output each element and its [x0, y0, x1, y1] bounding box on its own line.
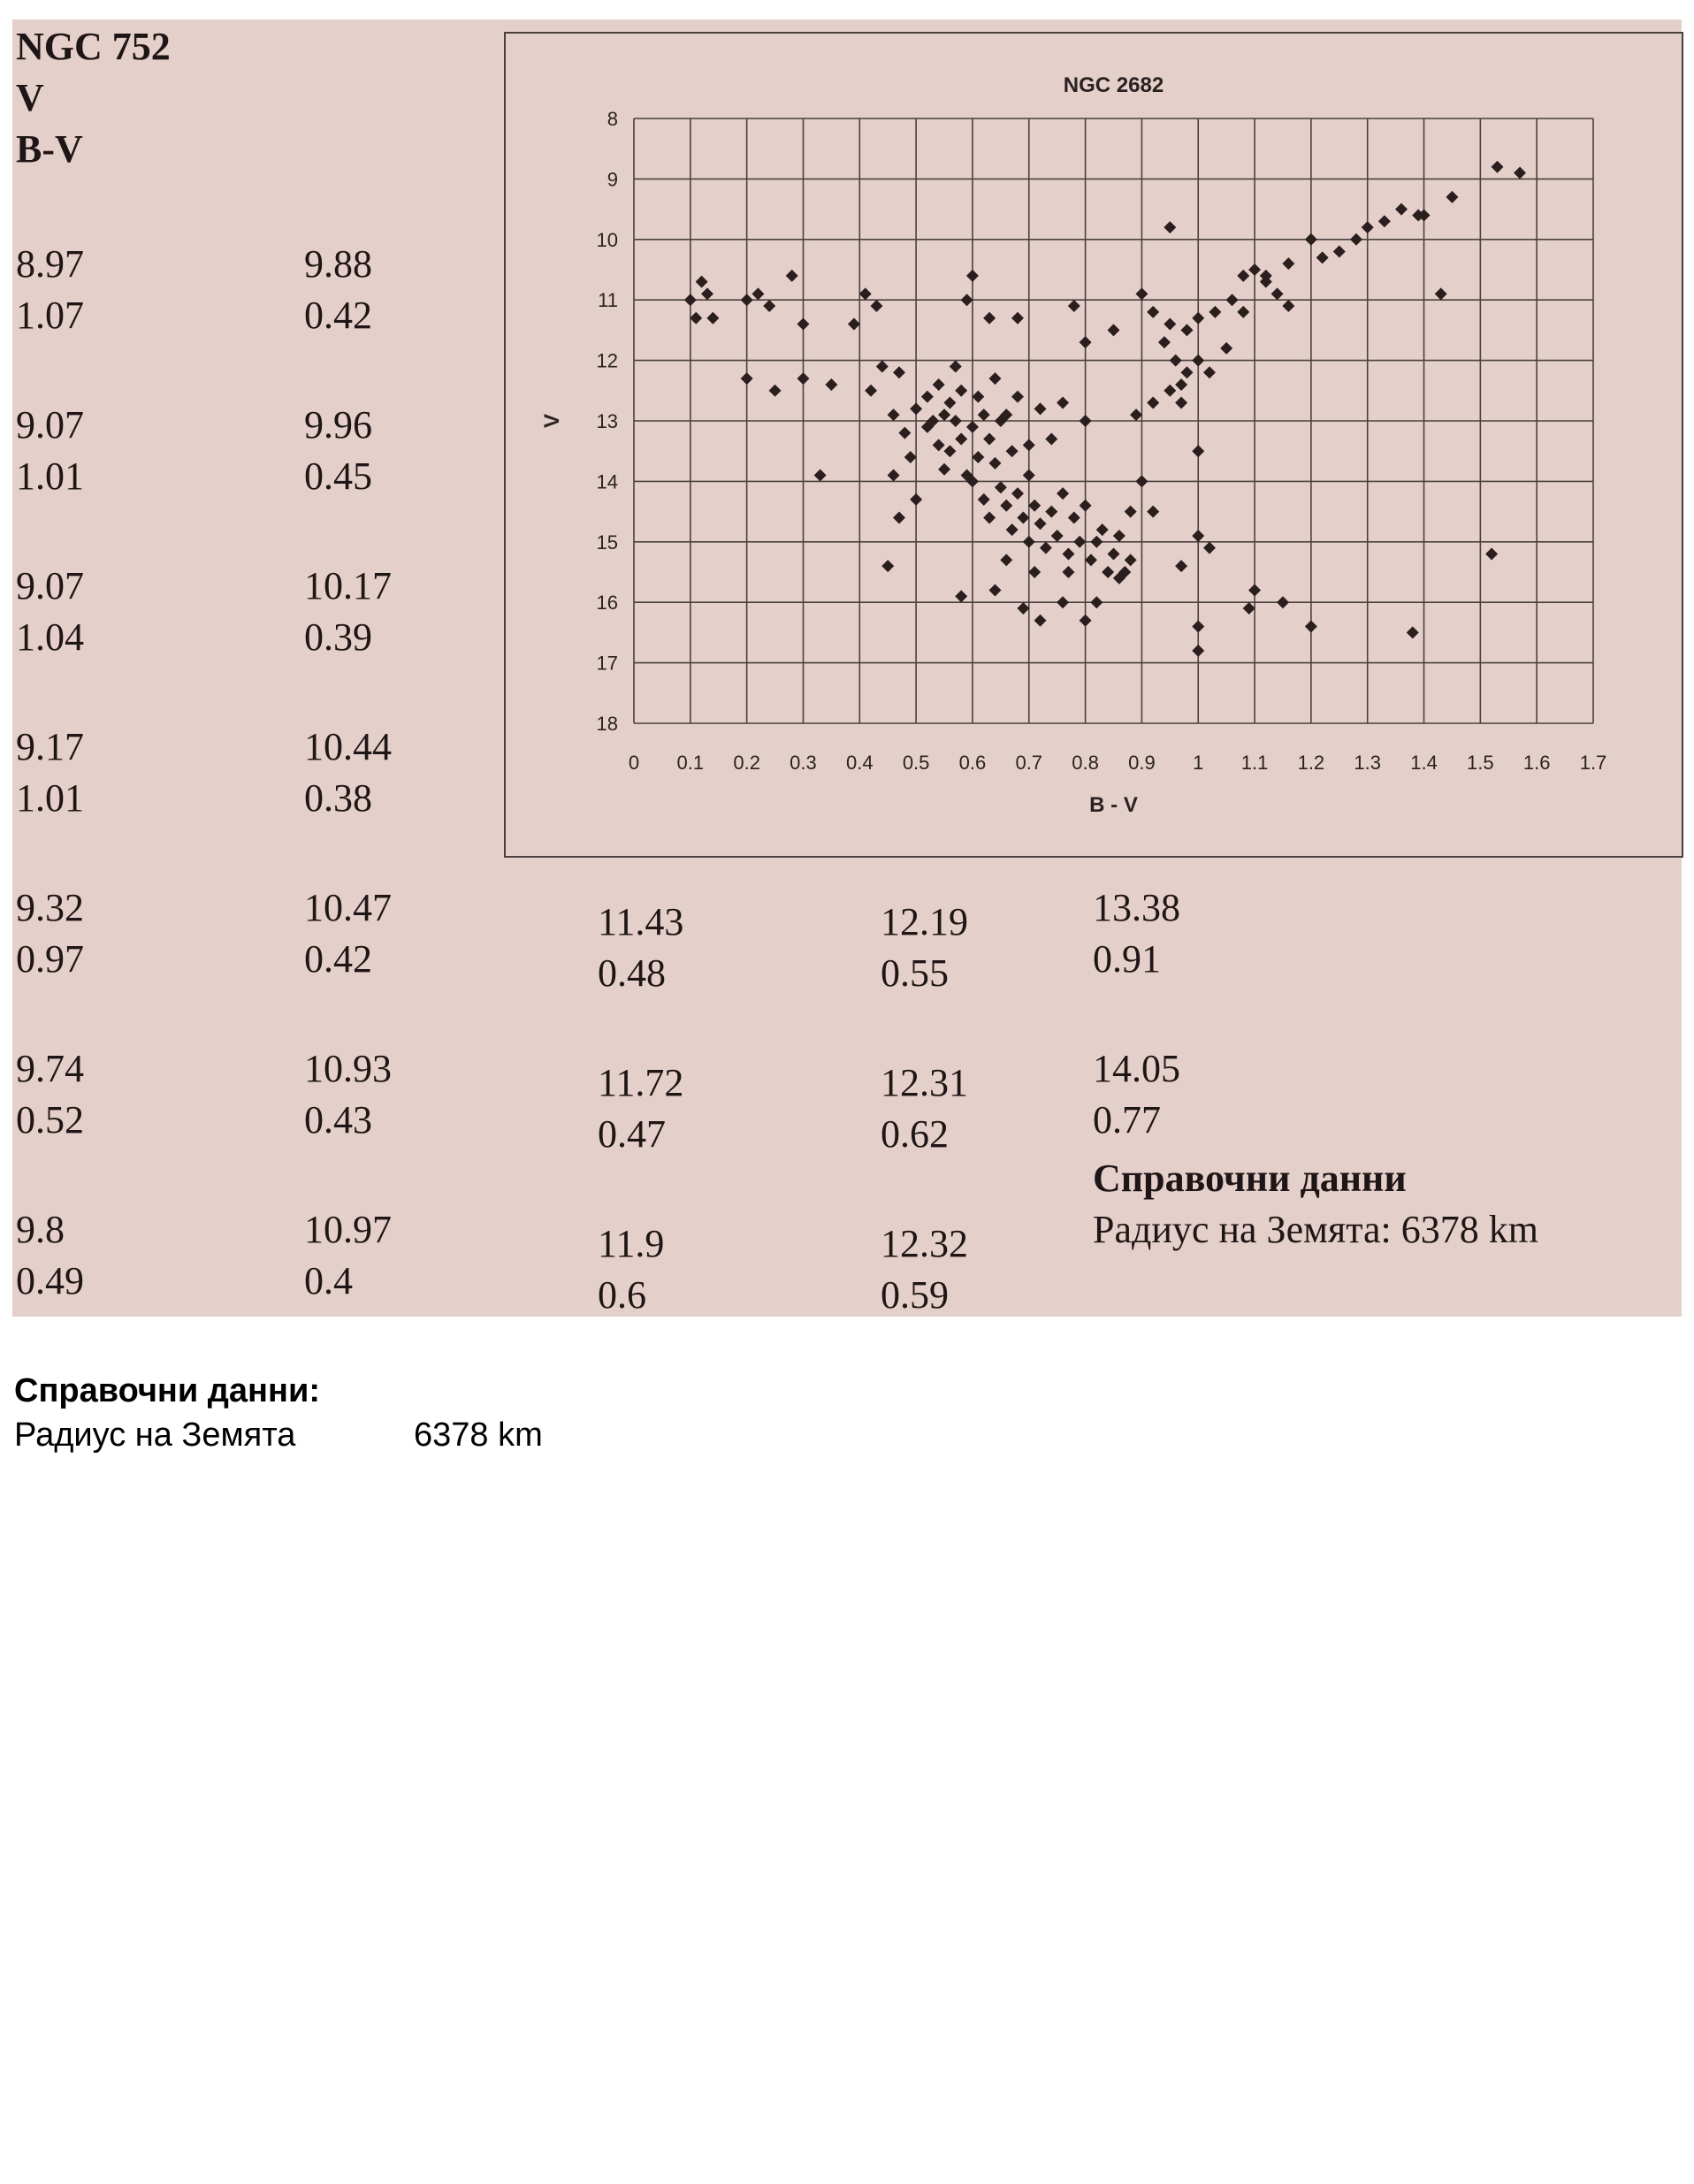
cell-v-value: 14.05 — [1093, 1047, 1180, 1090]
data-point — [769, 385, 782, 397]
data-point — [1192, 621, 1204, 633]
data-point — [1237, 270, 1249, 282]
data-point — [988, 584, 1001, 597]
cell-v-value: 10.47 — [304, 886, 392, 929]
y-tick-label: 14 — [596, 470, 618, 493]
cell-v-value: 12.32 — [881, 1222, 968, 1265]
data-point — [1102, 566, 1114, 578]
data-point — [1040, 542, 1052, 554]
data-point — [1023, 439, 1035, 451]
table-cell — [881, 897, 968, 999]
data-point — [1164, 221, 1176, 233]
data-point — [1080, 336, 1092, 348]
cell-v-value: 10.44 — [304, 725, 392, 768]
data-point — [1305, 233, 1317, 246]
data-point — [1085, 554, 1097, 566]
data-point — [995, 481, 1007, 493]
data-point — [933, 439, 945, 451]
data-point — [797, 318, 809, 331]
x-tick-label: 1.3 — [1354, 752, 1382, 774]
data-point — [1446, 191, 1458, 203]
data-point — [1220, 342, 1232, 355]
data-point — [1045, 506, 1057, 518]
data-point — [1350, 233, 1362, 246]
cell-bv-value: 1.04 — [16, 615, 84, 659]
data-point — [1080, 500, 1092, 512]
data-point — [1170, 355, 1182, 367]
table-cell — [881, 1218, 968, 1321]
data-point — [865, 385, 877, 397]
y-tick-label: 16 — [596, 592, 618, 615]
cell-bv-value: 0.77 — [1093, 1098, 1161, 1142]
cell-bv-value: 0.48 — [598, 951, 666, 995]
data-point — [825, 378, 837, 391]
cell-bv-value: 0.55 — [881, 951, 949, 995]
data-point — [1130, 409, 1142, 421]
data-point — [1362, 221, 1374, 233]
data-point — [1113, 530, 1126, 542]
table-cell — [598, 1058, 683, 1160]
cell-v-value: 11.9 — [598, 1222, 665, 1265]
data-point — [1080, 615, 1092, 627]
table-cell — [304, 1043, 392, 1146]
data-point — [876, 360, 889, 372]
data-point — [1271, 287, 1284, 300]
y-tick-label: 12 — [596, 349, 618, 372]
cell-bv-value: 0.59 — [881, 1273, 949, 1317]
cell-v-value: 11.43 — [598, 900, 684, 943]
data-point — [1407, 626, 1419, 638]
cell-v-value: 9.8 — [16, 1208, 65, 1251]
data-point — [1057, 596, 1069, 608]
data-point — [1062, 547, 1074, 560]
table-cell — [304, 882, 392, 985]
data-point — [983, 312, 996, 325]
cell-bv-value: 0.42 — [304, 294, 372, 337]
data-point — [1011, 391, 1024, 403]
data-point — [1034, 402, 1047, 415]
cell-v-value: 9.17 — [16, 725, 84, 768]
cell-v-value: 11.72 — [598, 1061, 684, 1104]
cell-v-value: 10.97 — [304, 1208, 392, 1251]
scan-note-title: Справочни данни — [1093, 1157, 1407, 1200]
data-point — [978, 409, 990, 421]
data-point — [706, 312, 719, 325]
data-point — [1192, 445, 1204, 457]
reference-value: 6378 km — [414, 1417, 543, 1454]
data-point — [988, 457, 1001, 470]
table-cell — [16, 882, 84, 985]
table-cell — [881, 1058, 968, 1160]
data-point — [1034, 517, 1047, 530]
data-point — [888, 409, 900, 421]
data-point — [1203, 542, 1216, 554]
table-cell — [304, 722, 392, 824]
cell-v-value: 8.97 — [16, 242, 84, 286]
data-point — [1282, 257, 1294, 270]
data-point — [741, 294, 753, 306]
x-tick-label: 1.2 — [1297, 752, 1325, 774]
data-point — [955, 433, 967, 446]
cell-bv-value: 0.38 — [304, 776, 372, 820]
data-point — [684, 294, 697, 306]
data-point — [1492, 161, 1504, 173]
data-point — [1192, 530, 1204, 542]
reference-row — [14, 1413, 543, 1457]
data-point — [1011, 487, 1024, 500]
data-point — [696, 276, 708, 288]
data-point — [1034, 615, 1047, 627]
data-point — [1090, 536, 1103, 548]
data-point — [1378, 215, 1391, 227]
data-point — [1000, 554, 1012, 566]
data-point — [898, 427, 911, 439]
data-point — [1080, 415, 1092, 427]
data-point — [961, 294, 973, 306]
data-point — [1017, 511, 1029, 523]
data-point — [1158, 336, 1171, 348]
cell-bv-value: 0.52 — [16, 1098, 84, 1142]
table-cell — [1093, 882, 1180, 985]
data-point — [763, 300, 775, 312]
x-tick-label: 1 — [1193, 752, 1204, 774]
cell-bv-value: 0.39 — [304, 615, 372, 659]
y-tick-label: 17 — [596, 652, 618, 675]
data-point — [955, 385, 967, 397]
data-point — [943, 396, 956, 409]
data-point — [1248, 584, 1261, 597]
data-point — [938, 463, 950, 476]
x-tick-label: 0.6 — [958, 752, 987, 774]
data-point — [1062, 566, 1074, 578]
data-point — [1023, 470, 1035, 482]
y-tick-label: 10 — [596, 228, 618, 251]
data-point — [1435, 287, 1447, 300]
cell-v-value: 9.32 — [16, 886, 84, 929]
data-point — [950, 360, 962, 372]
cell-bv-value: 0.42 — [304, 937, 372, 981]
data-point — [752, 287, 764, 300]
data-point — [1125, 506, 1137, 518]
cell-v-value: 13.38 — [1093, 886, 1180, 929]
cell-v-value: 12.31 — [881, 1061, 968, 1104]
table-cell — [304, 239, 372, 341]
data-point — [1028, 500, 1041, 512]
y-tick-label: 11 — [598, 289, 618, 312]
cell-v-value: 9.88 — [304, 242, 372, 286]
data-point — [1333, 245, 1346, 257]
data-point — [786, 270, 798, 282]
data-point — [972, 391, 984, 403]
cell-bv-value: 0.4 — [304, 1259, 353, 1302]
cell-v-value: 10.17 — [304, 564, 392, 607]
scan-reference-note — [1093, 1153, 1538, 1256]
table-cell — [16, 239, 84, 341]
data-point — [1108, 324, 1120, 336]
data-point — [972, 451, 984, 463]
cell-bv-value: 0.49 — [16, 1259, 84, 1302]
cell-bv-value: 0.6 — [598, 1273, 646, 1317]
data-point — [1305, 621, 1317, 633]
header-bv: B-V — [16, 127, 83, 171]
scanned-page — [12, 19, 1682, 1317]
data-point — [943, 445, 956, 457]
data-point — [1028, 566, 1041, 578]
data-point — [1175, 396, 1187, 409]
data-point — [1057, 396, 1069, 409]
data-point — [1395, 203, 1408, 216]
data-point — [983, 511, 996, 523]
x-tick-label: 0.1 — [676, 752, 705, 774]
data-point — [1192, 355, 1204, 367]
table-cell — [16, 400, 84, 502]
table-cell — [598, 1218, 664, 1321]
data-point — [1192, 645, 1204, 657]
y-tick-label: 8 — [607, 108, 618, 130]
table-cell — [304, 400, 372, 502]
data-point — [690, 312, 702, 325]
cell-v-value: 9.07 — [16, 403, 84, 447]
data-point — [1006, 523, 1019, 536]
data-point — [1147, 396, 1159, 409]
x-tick-label: 0.3 — [790, 752, 817, 774]
x-tick-label: 0.9 — [1128, 752, 1156, 774]
cell-bv-value: 0.91 — [1093, 937, 1161, 981]
data-point — [1175, 378, 1187, 391]
cell-v-value: 10.93 — [304, 1047, 392, 1090]
data-point — [910, 402, 922, 415]
data-point — [1000, 500, 1012, 512]
data-point — [1237, 306, 1249, 318]
data-point — [1164, 318, 1176, 331]
data-point — [966, 421, 979, 433]
data-point — [1068, 511, 1080, 523]
data-point — [848, 318, 860, 331]
data-point — [1068, 300, 1080, 312]
cell-v-value: 9.96 — [304, 403, 372, 447]
data-point — [893, 511, 905, 523]
data-point — [950, 415, 962, 427]
cell-bv-value: 1.01 — [16, 454, 84, 498]
data-point — [1090, 596, 1103, 608]
reference-label: Радиус на Земята — [14, 1417, 296, 1454]
data-point — [1248, 263, 1261, 276]
data-point — [1011, 312, 1024, 325]
table-cell — [598, 897, 683, 999]
x-tick-label: 0.7 — [1015, 752, 1043, 774]
data-point — [1017, 602, 1029, 615]
y-axis-label: V — [540, 413, 564, 429]
data-point — [1147, 506, 1159, 518]
scatter-chart — [506, 34, 1682, 856]
cell-v-value: 12.19 — [881, 900, 968, 943]
y-tick-label: 15 — [596, 531, 618, 554]
data-point — [1209, 306, 1221, 318]
cell-bv-value: 1.01 — [16, 776, 84, 820]
table-cell — [16, 1043, 84, 1146]
data-point — [1057, 487, 1069, 500]
x-tick-label: 0.2 — [733, 752, 760, 774]
table-cell — [16, 561, 84, 663]
data-point — [1316, 251, 1329, 263]
data-point — [904, 451, 917, 463]
x-tick-label: 1.1 — [1240, 752, 1269, 774]
data-point — [1164, 385, 1176, 397]
data-point — [955, 590, 967, 602]
x-tick-label: 0.4 — [845, 752, 874, 774]
data-point — [888, 470, 900, 482]
y-tick-label: 18 — [596, 713, 618, 735]
reference-title: Справочни данни: — [14, 1372, 320, 1409]
data-point — [1243, 602, 1255, 615]
data-point — [701, 287, 713, 300]
data-point — [1045, 433, 1057, 446]
cell-bv-value: 0.47 — [598, 1112, 666, 1156]
data-point — [1277, 596, 1289, 608]
chart-frame — [504, 32, 1683, 858]
data-point — [1175, 560, 1187, 572]
cell-bv-value: 0.45 — [304, 454, 372, 498]
data-point — [1226, 294, 1239, 306]
data-point — [938, 409, 950, 421]
x-tick-label: 1.7 — [1579, 752, 1607, 774]
data-point — [1203, 366, 1216, 378]
table-header — [16, 21, 171, 175]
data-point — [988, 372, 1001, 385]
data-point — [921, 391, 934, 403]
data-point — [1282, 300, 1294, 312]
data-point — [1192, 312, 1204, 325]
data-point — [1180, 324, 1193, 336]
chart-title: NGC 2682 — [1063, 73, 1164, 97]
cell-bv-value: 0.62 — [881, 1112, 949, 1156]
x-axis-label: B - V — [1089, 793, 1138, 817]
data-point — [1135, 475, 1148, 487]
data-point — [1135, 287, 1148, 300]
scan-note-line: Радиус на Земята: 6378 km — [1093, 1208, 1538, 1251]
data-point — [1051, 530, 1064, 542]
reference-data — [14, 1369, 543, 1457]
data-point — [1180, 366, 1193, 378]
data-point — [966, 270, 979, 282]
cell-bv-value: 0.43 — [304, 1098, 372, 1142]
data-point — [1023, 536, 1035, 548]
x-tick-label: 0 — [628, 752, 640, 774]
y-tick-label: 13 — [596, 410, 618, 432]
data-point — [910, 493, 922, 506]
x-tick-label: 1.5 — [1467, 752, 1494, 774]
header-v: V — [16, 76, 44, 119]
table-cell — [304, 1204, 392, 1307]
data-point — [814, 470, 827, 482]
data-point — [983, 433, 996, 446]
table-cell — [16, 722, 84, 824]
data-point — [859, 287, 872, 300]
x-tick-label: 1.4 — [1410, 752, 1438, 774]
x-tick-label: 1.6 — [1522, 752, 1551, 774]
cell-bv-value: 0.97 — [16, 937, 84, 981]
header-cluster-name: NGC 752 — [16, 25, 171, 68]
data-point — [1073, 536, 1086, 548]
x-tick-label: 0.5 — [902, 752, 930, 774]
data-point — [1485, 547, 1498, 560]
cell-bv-value: 1.07 — [16, 294, 84, 337]
data-point — [1514, 167, 1526, 179]
data-point — [978, 493, 990, 506]
data-point — [933, 378, 945, 391]
data-point — [870, 300, 882, 312]
data-point — [893, 366, 905, 378]
data-point — [881, 560, 894, 572]
y-tick-label: 9 — [607, 168, 618, 191]
x-tick-label: 0.8 — [1072, 752, 1099, 774]
data-point — [1125, 554, 1137, 566]
data-point — [1006, 445, 1019, 457]
data-point — [797, 372, 809, 385]
data-point — [1096, 523, 1109, 536]
table-cell — [16, 1204, 84, 1307]
data-point — [1147, 306, 1159, 318]
data-point — [1108, 547, 1120, 560]
table-cell — [304, 561, 392, 663]
cell-v-value: 9.07 — [16, 564, 84, 607]
data-point — [741, 372, 753, 385]
cell-v-value: 9.74 — [16, 1047, 84, 1090]
table-cell — [1093, 1043, 1180, 1146]
